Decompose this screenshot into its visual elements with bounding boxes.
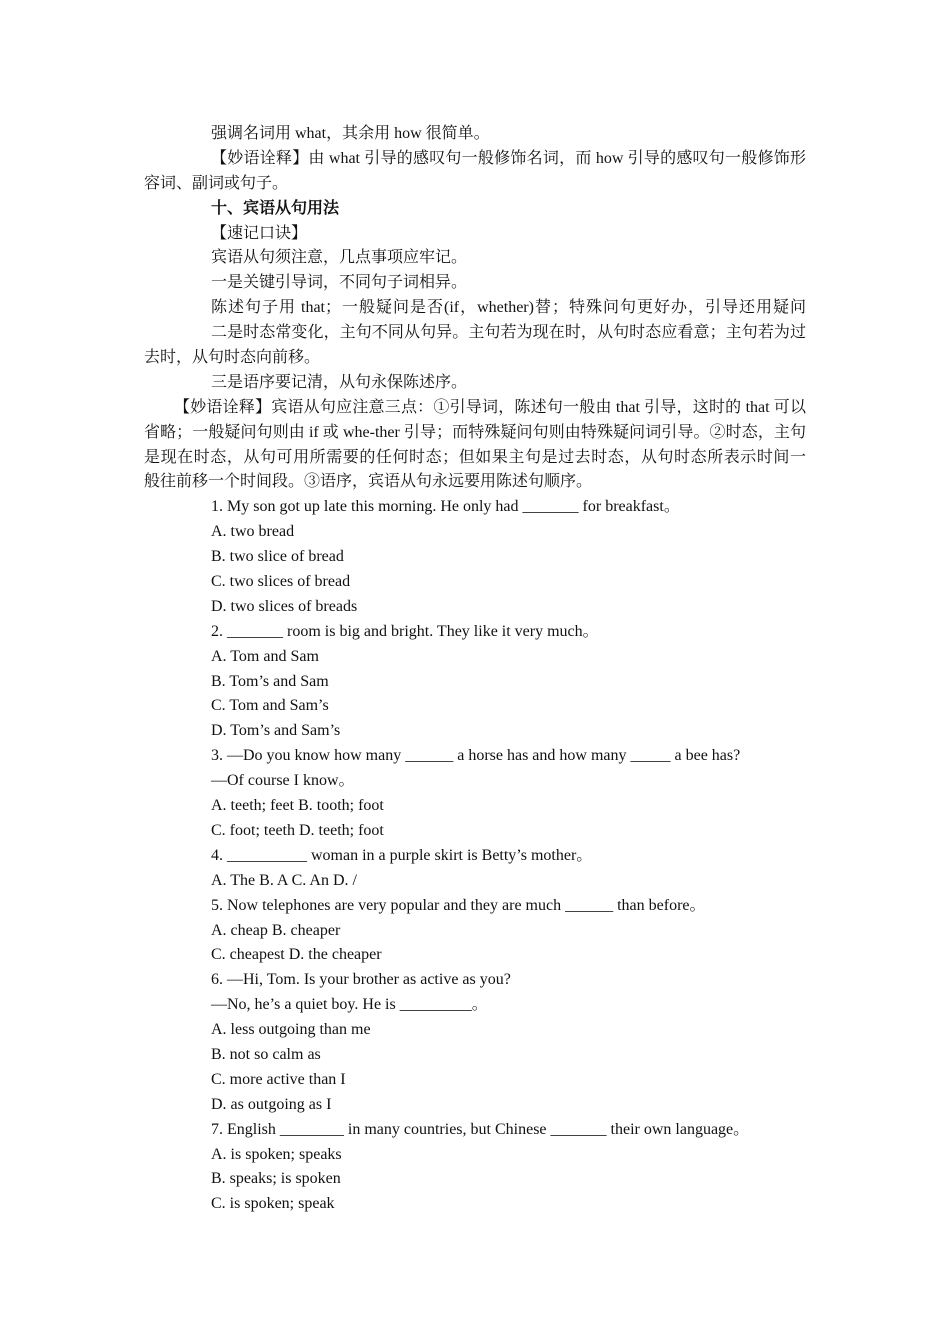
question-line: 6. —Hi, Tom. Is your brother as active as you?: [211, 971, 511, 989]
option-line: B. speaks; is spoken: [211, 1170, 341, 1188]
option-line: C. is spoken; speak: [211, 1195, 335, 1213]
option-line: —Of course I know。: [211, 772, 355, 790]
text-line: 【妙语诠释】宾语从句应注意三点：①引导词，陈述句一般由 that 引导，这时的 that 可以: [174, 398, 806, 416]
option-line: D. two slices of breads: [211, 597, 358, 615]
text-line: 强调名词用 what，其余用 how 很简单。: [211, 125, 490, 142]
text-line: 一是关键引导词，不同句子词相异。: [211, 274, 468, 292]
option-line: A. The B. A C. An D. /: [211, 871, 357, 889]
text-line: 省略；一般疑问句则由 if 或 whe-ther 引导；而特殊疑问句则由特殊疑问词引导。②时态，主句: [144, 423, 806, 441]
option-line: A. less outgoing than me: [211, 1021, 371, 1039]
document-page: [0, 122, 950, 1217]
option-line: A. two bread: [211, 523, 295, 541]
option-line: B. Tom’s and Sam: [211, 672, 329, 690]
question-line: 1. My son got up late this morning. He only had _______ for breakfast。: [211, 498, 680, 516]
option-line: C. more active than I: [211, 1070, 346, 1088]
text-line: 【妙语诠释】由 what 引导的感叹句一般修饰名词，而 how 引导的感叹句一般修饰形: [211, 149, 806, 167]
text-line: 二是时态常变化，主句不同从句异。主句若为现在时，从句时态应看意；主句若为过: [211, 324, 806, 342]
intro-section: [0, 122, 950, 495]
question-line: 5. Now telephones are very popular and they are much ______ than before。: [211, 896, 706, 914]
text-line: 去时，从句时态向前移。: [144, 349, 321, 367]
text-line: 是现在时态，从句可用所需要的任何时态；但如果主句是过去时态，从句时态所表示时间一: [144, 448, 806, 466]
option-line: C. Tom and Sam’s: [211, 697, 329, 715]
question-line: 7. English ________ in many countries, but Chinese _______ their own language。: [211, 1120, 750, 1138]
option-line: A. teeth; feet B. tooth; foot: [211, 797, 384, 815]
exercise-section: [0, 495, 950, 1217]
option-line: C. cheapest D. the cheaper: [211, 946, 382, 964]
option-line: B. two slice of bread: [211, 548, 344, 566]
text-line: 【速记口诀】: [211, 224, 308, 242]
option-line: C. foot; teeth D. teeth; foot: [211, 821, 384, 839]
question-line: 4. __________ woman in a purple skirt is Betty’s mother。: [211, 846, 593, 864]
text-line: 宾语从句须注意，几点事项应牢记。: [211, 249, 468, 267]
question-line: 2. _______ room is big and bright. They like it very much。: [211, 622, 599, 640]
option-line: C. two slices of bread: [211, 573, 351, 591]
option-line: D. as outgoing as I: [211, 1095, 332, 1113]
option-line: A. cheap B. cheaper: [211, 921, 341, 939]
section-heading: 十、宾语从句用法: [211, 199, 340, 217]
text-line: 陈述句子用 that；一般疑问是否(if，whether)替；特殊问句更好办，引导还用疑问: [211, 299, 806, 317]
text-line: 三是语序要记清，从句永保陈述序。: [211, 373, 468, 391]
option-line: —No, he’s a quiet boy. He is _________。: [211, 996, 488, 1014]
question-line: 3. —Do you know how many ______ a horse has and how many _____ a bee has?: [211, 747, 741, 765]
option-line: A. is spoken; speaks: [211, 1145, 342, 1163]
option-line: D. Tom’s and Sam’s: [211, 722, 341, 740]
text-line: 般往前移一个时间段。③语序，宾语从句永远要用陈述句顺序。: [144, 473, 593, 491]
option-line: B. not so calm as: [211, 1045, 321, 1063]
option-line: A. Tom and Sam: [211, 647, 319, 665]
text-line: 容词、副词或句子。: [144, 174, 289, 192]
